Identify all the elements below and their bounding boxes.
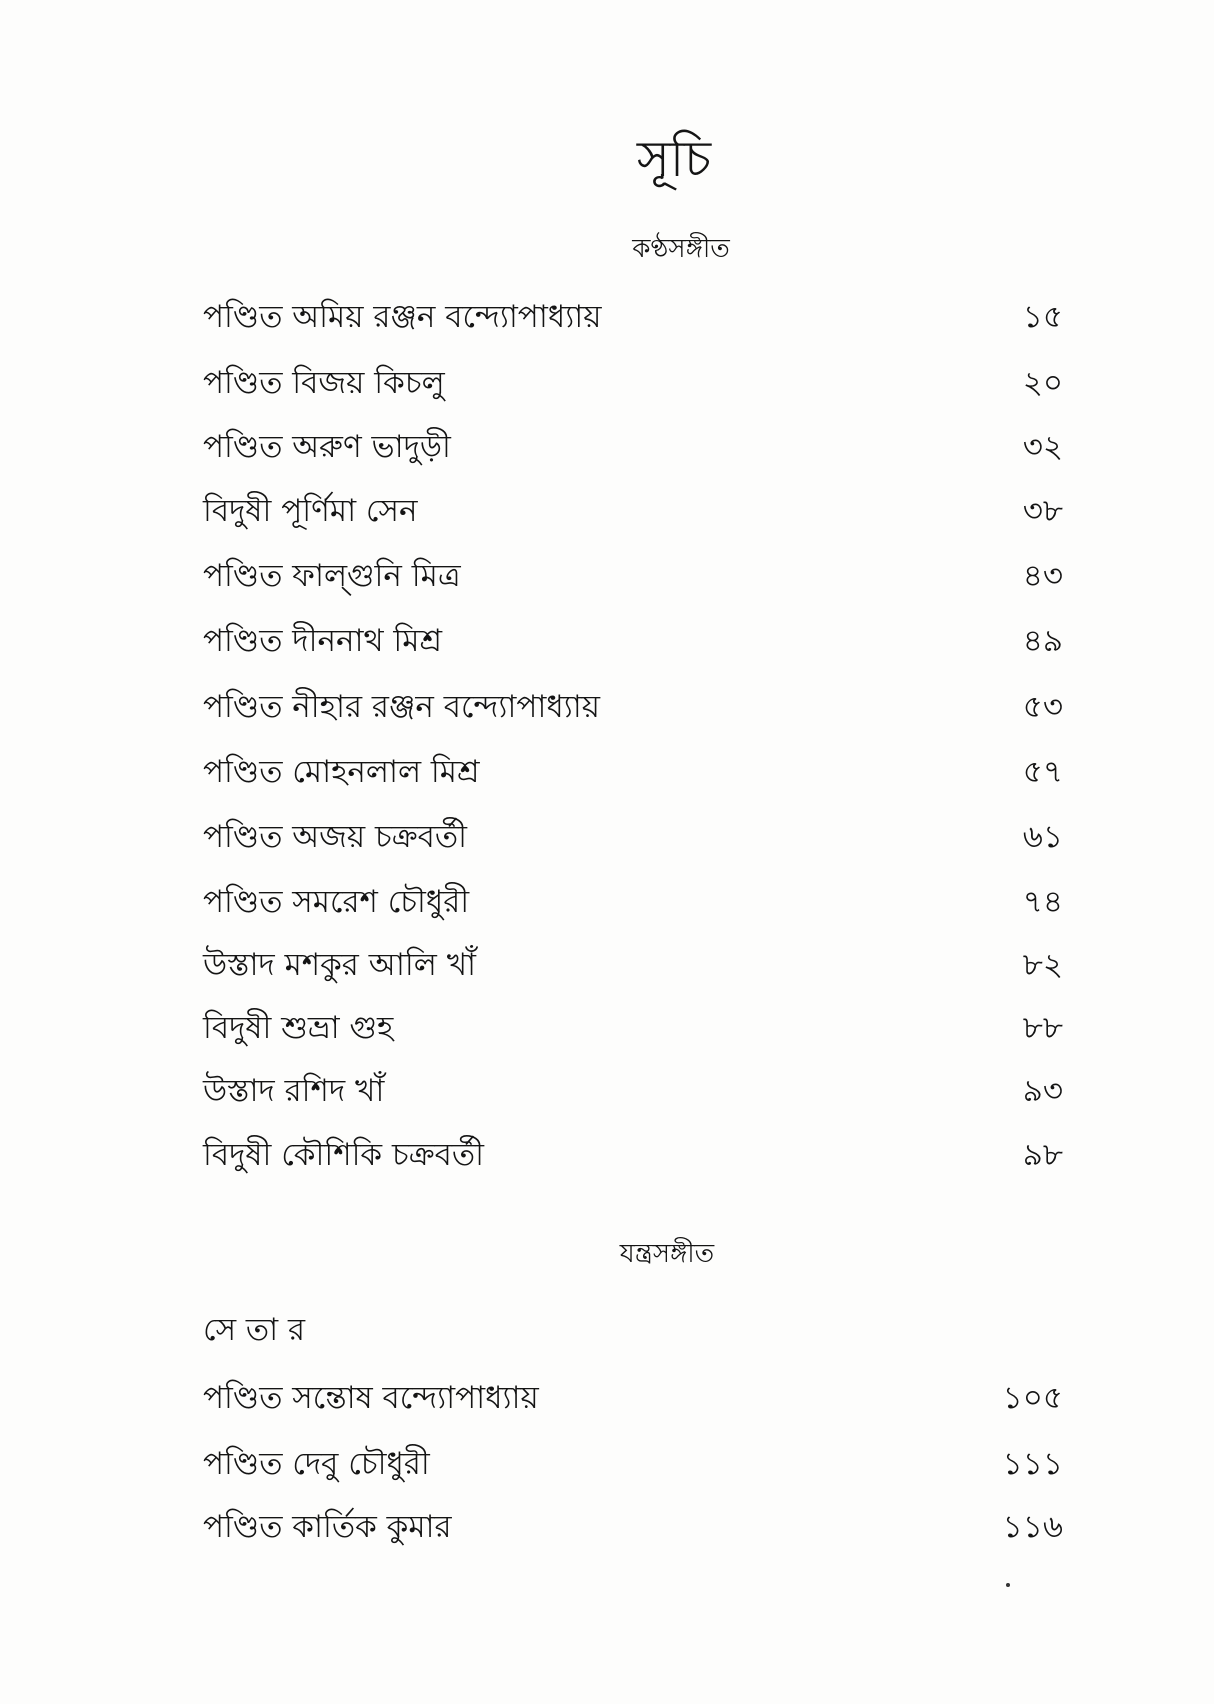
- toc-entry: [203, 489, 1063, 533]
- entry-name: পণ্ডিত সন্তোষ বন্দ্যোপাধ্যায়: [203, 1380, 539, 1416]
- entry-name: পণ্ডিত কার্তিক কুমার: [203, 1509, 452, 1545]
- page-title: সূচি: [636, 130, 712, 188]
- entry-name: পণ্ডিত ফাল্গুনি মিত্র: [203, 558, 461, 594]
- entry-page: ৮৮: [1022, 1010, 1063, 1046]
- entry-page: ৭৪: [1022, 884, 1063, 920]
- entry-name: পণ্ডিত অরুণ ভাদুড়ী: [203, 429, 451, 465]
- toc-entry: [203, 619, 1063, 663]
- entry-page: ১১৬: [1002, 1509, 1063, 1545]
- toc-entry: [203, 361, 1063, 405]
- toc-entry: [203, 1069, 1063, 1113]
- entry-page: ৪৯: [1022, 623, 1063, 659]
- entry-name: পণ্ডিত মোহনলাল মিশ্র: [203, 754, 480, 790]
- toc-entry: [203, 425, 1063, 469]
- entry-name: পণ্ডিত দীননাথ মিশ্র: [203, 623, 443, 659]
- entry-page: ৩৮: [1022, 493, 1063, 529]
- entry-name: বিদুষী শুভ্রা গুহ: [203, 1010, 394, 1046]
- toc-entry: [203, 1376, 1063, 1420]
- entry-page: ১১১: [1002, 1446, 1063, 1482]
- entry-name: পণ্ডিত দেবু চৌধুরী: [203, 1446, 430, 1482]
- entry-page: ১০৫: [1002, 1380, 1063, 1416]
- toc-entry: [203, 685, 1063, 729]
- toc-entry: [203, 943, 1063, 987]
- entry-page: ৩২: [1022, 429, 1063, 465]
- entry-name: পণ্ডিত অজয় চক্রবর্তী: [203, 819, 468, 855]
- toc-entry: [203, 1505, 1063, 1549]
- entry-page: ৯৮: [1022, 1137, 1063, 1173]
- entry-page: ৯৩: [1022, 1073, 1063, 1109]
- toc-entry: [203, 1133, 1063, 1177]
- entry-name: পণ্ডিত অমিয় রঞ্জন বন্দ্যোপাধ্যায়: [203, 299, 602, 335]
- entry-page: ৪৩: [1022, 558, 1063, 594]
- subsection-heading-sitar: সে তা র: [203, 1312, 306, 1348]
- entry-name: বিদুষী পূর্ণিমা সেন: [203, 493, 418, 529]
- entry-name: বিদুষী কৌশিকি চক্রবর্তী: [203, 1137, 485, 1173]
- entry-name: পণ্ডিত নীহার রঞ্জন বন্দ্যোপাধ্যায়: [203, 689, 600, 725]
- entry-name: পণ্ডিত বিজয় কিচলু: [203, 365, 445, 401]
- section-heading-vocal: কণ্ঠসঙ্গীত: [632, 234, 730, 264]
- section-heading-instrumental: যন্ত্রসঙ্গীত: [619, 1239, 715, 1269]
- entry-page: ১৫: [1022, 299, 1063, 335]
- entry-page: ৫৩: [1022, 689, 1063, 725]
- entry-name: উস্তাদ রশিদ খাঁ: [203, 1073, 385, 1109]
- toc-entry: [203, 815, 1063, 859]
- entry-name: পণ্ডিত সমরেশ চৌধুরী: [203, 884, 470, 920]
- entry-page: ৮২: [1022, 947, 1063, 983]
- entry-page: ২০: [1022, 365, 1063, 401]
- entry-name: উস্তাদ মশকুর আলি খাঁ: [203, 947, 477, 983]
- print-speck: [1006, 1583, 1010, 1587]
- toc-entry: [203, 880, 1063, 924]
- toc-entry: [203, 1442, 1063, 1486]
- toc-entry: [203, 750, 1063, 794]
- toc-entry: [203, 1006, 1063, 1050]
- entry-page: ৬১: [1022, 819, 1063, 855]
- entry-page: ৫৭: [1022, 754, 1063, 790]
- toc-entry: [203, 295, 1063, 339]
- toc-entry: [203, 554, 1063, 598]
